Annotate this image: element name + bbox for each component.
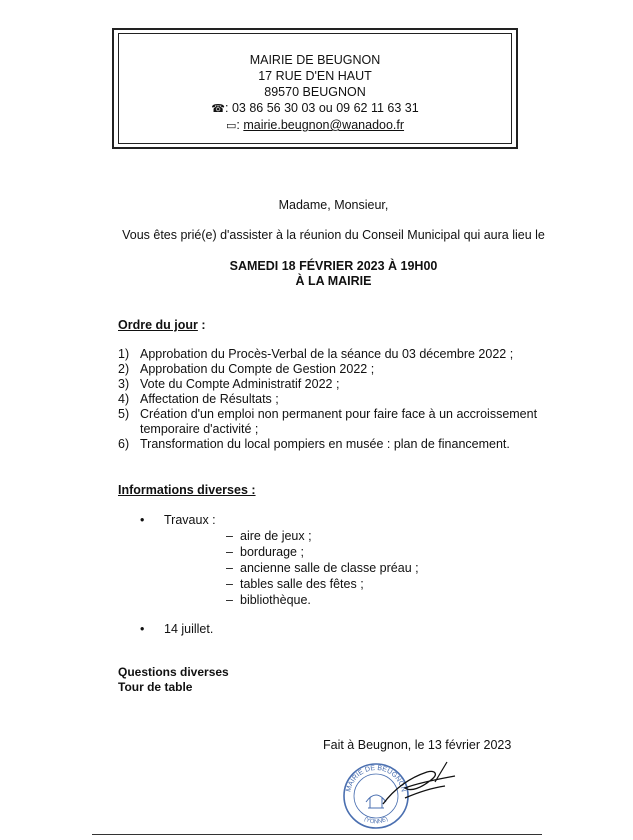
bullet-icon: • [140,622,145,636]
email-link[interactable]: mairie.beugnon@wanadoo.fr [243,118,405,132]
agenda-item: 6) Transformation du local pompiers en musée : plan de financement. [118,437,510,451]
telephone-icon: ☎ [211,102,225,115]
travaux-subitem: – bibliothèque. [226,592,419,608]
agenda-item: 1) Approbation du Procès-Verbal de la séance du 03 décembre 2022 ; [118,347,514,361]
mairie-address-block [118,52,512,134]
signature-icon [375,758,465,818]
stamp-bottom-text: (YONNE) [362,816,390,826]
juillet-item [140,622,213,637]
salutation: Madame, Monsieur, [278,198,389,212]
page-bottom-rule [92,834,542,835]
phone-line [118,100,512,117]
agenda-item: 4) Affectation de Résultats ; [118,392,279,406]
juillet-label: 14 juillet. [164,622,214,636]
signature-line: Fait à Beugnon, le 13 février 2023 [323,738,512,752]
meeting-date: SAMEDI 18 FÉVRIER 2023 À 19H00 [229,259,438,273]
travaux-item [140,513,216,528]
info-heading: Informations diverses : [118,483,256,497]
agenda-item: 3) Vote du Compte Administratif 2022 ; [118,377,340,391]
mairie-street: 17 RUE D'EN HAUT [258,69,372,83]
phone-numbers: : 03 86 56 30 03 ou 09 62 11 63 31 [225,101,419,115]
travaux-subitem: – bordurage ; [226,544,419,560]
travaux-label: Travaux : [164,513,216,527]
agenda-heading: Ordre du jour : [118,318,206,332]
bullet-icon: • [140,513,145,527]
agenda-item: 5) Création d'un emploi non permanent pour faire face à un accroissement temporaire d'activité ; [118,407,538,436]
questions-diverses: Questions diverses [118,665,229,679]
mairie-name: MAIRIE DE BEUGNON [249,53,381,67]
tour-de-table: Tour de table [118,680,193,694]
invitation-text: Vous êtes prié(e) d'assister à la réunion du Conseil Municipal qui aura lieu le [122,228,545,242]
travaux-subitem: – ancienne salle de classe préau ; [226,560,419,576]
travaux-list [226,528,419,608]
travaux-subitem: – aire de jeux ; [226,528,419,544]
computer-icon: ▭ [225,119,237,132]
mairie-city: 89570 BEUGNON [264,85,366,99]
stamp-top-text: MAIRIE DE BEUGNON [345,764,407,793]
agenda-item: 2) Approbation du Compte de Gestion 2022 ; [118,362,375,376]
email-line [118,117,512,134]
email-prefix: : [236,118,240,132]
travaux-subitem: – tables salle des fêtes ; [226,576,419,592]
agenda-list [118,347,558,452]
meeting-place: À LA MAIRIE [295,274,372,288]
